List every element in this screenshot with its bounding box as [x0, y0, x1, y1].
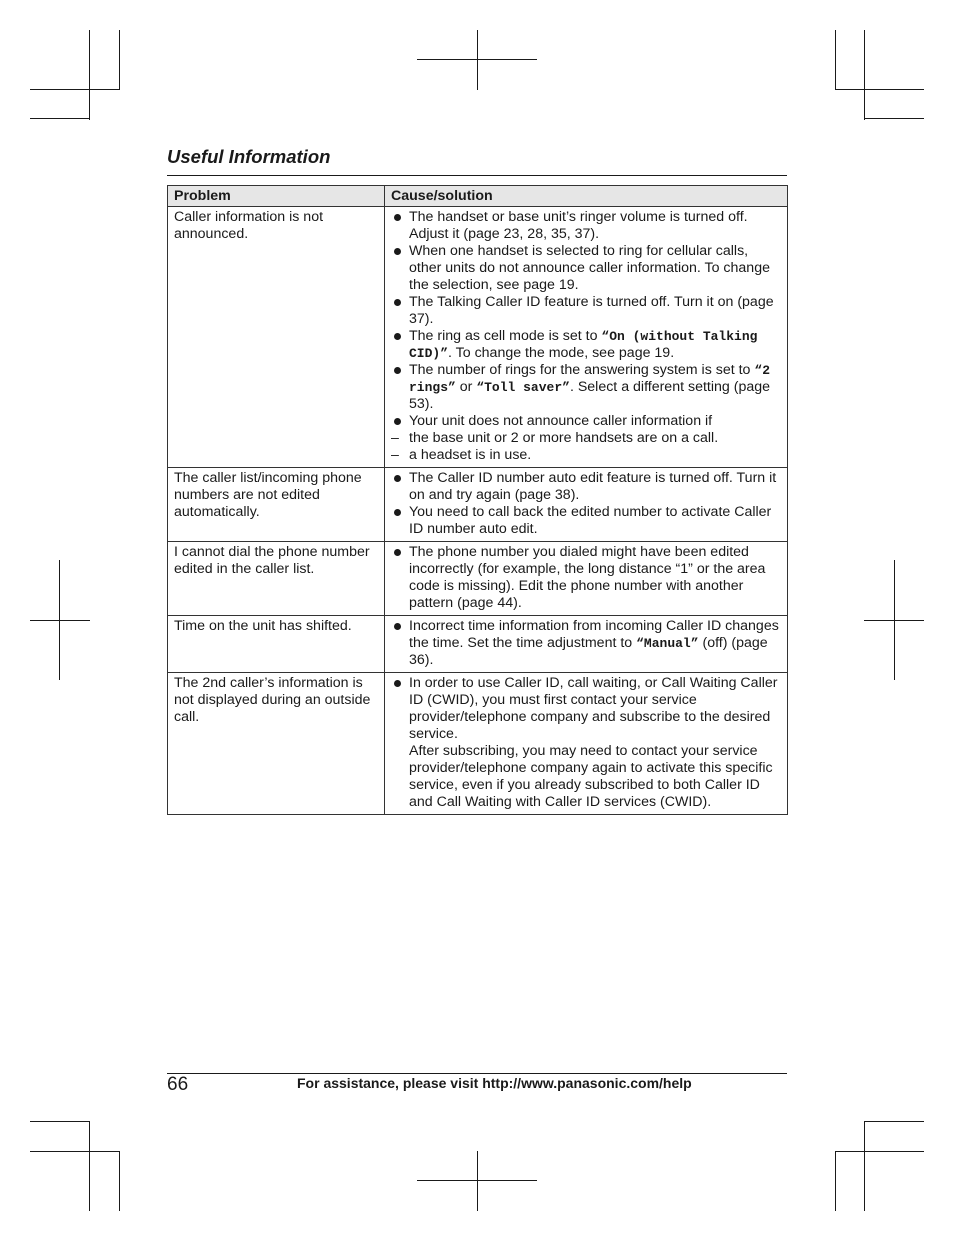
- crop-mark: [864, 1121, 924, 1122]
- crop-mark: [864, 620, 924, 621]
- footer-rule: [167, 1073, 787, 1074]
- crop-mark: [30, 118, 90, 119]
- solution-list: [391, 544, 781, 612]
- sub-item: [391, 430, 781, 447]
- table-row: [168, 616, 788, 673]
- text-run: . To change the mode, see page 19.: [448, 345, 675, 361]
- column-header-problem: Problem: [168, 186, 385, 207]
- text-run: After subscribing, you may need to contact your service provider/telephone company again to activate this specific service, even if you already subscribed to both Caller ID and Call Waiting with Caller ID services (CWID).: [409, 743, 773, 810]
- crop-mark: [835, 30, 836, 90]
- list-item: You need to call back the edited number to activate Caller ID number auto edit.: [391, 504, 781, 538]
- list-item: The Caller ID number auto edit feature is turned off. Turn it on and try again (page 38).: [391, 470, 781, 504]
- problem-cell: The caller list/incoming phone numbers are not edited automatically.: [168, 468, 385, 542]
- dash-marker: –: [391, 447, 399, 463]
- crop-mark: [864, 118, 924, 119]
- text-run: . Select a different setting (page 53).: [409, 379, 771, 412]
- solution-list: [391, 618, 781, 669]
- page-number: 66: [167, 1074, 189, 1095]
- problem-cell: Time on the unit has shifted.: [168, 616, 385, 673]
- title-rule: [167, 175, 787, 176]
- list-item: [391, 618, 781, 669]
- text-run: The ring as cell mode is set to: [409, 328, 602, 344]
- problem-cell: I cannot dial the phone number edited in the caller list.: [168, 542, 385, 616]
- text-run: The number of rings for the answering system is set to: [409, 362, 755, 378]
- text-run: or: [455, 379, 477, 395]
- list-item: The Talking Caller ID feature is turned off. Turn it on (page 37).: [391, 294, 781, 328]
- troubleshooting-table: [167, 185, 788, 815]
- text-run: In order to use Caller ID, call waiting, or Call Waiting Caller ID (CWID), you must first contact your service provider/telephone company and subscribe to the desired service.: [409, 675, 778, 742]
- problem-cell: The 2nd caller’s information is not displayed during an outside call.: [168, 673, 385, 815]
- crop-mark: [30, 1121, 90, 1122]
- list-item: [391, 362, 781, 413]
- text-run: Incorrect time information from incoming Caller ID changes the time. Set the time adjustment to: [409, 618, 779, 651]
- crop-mark: [119, 1151, 120, 1211]
- crop-mark: [864, 30, 865, 120]
- table-row: [168, 468, 788, 542]
- solution-cell: [385, 673, 788, 815]
- list-item: The phone number you dialed might have been edited incorrectly (for example, the long distance “1” or the area code is missing). Edit the phone number with another pattern (page 44).: [391, 544, 781, 612]
- list-item: [391, 675, 781, 811]
- crop-mark: [30, 89, 120, 90]
- crop-mark: [477, 30, 478, 90]
- crop-mark: [119, 30, 120, 90]
- table-row: [168, 207, 788, 468]
- crop-mark: [89, 30, 90, 120]
- solution-list: [391, 675, 781, 811]
- assistance-text: For assistance, please visit http://www.panasonic.com/help: [297, 1075, 692, 1091]
- crop-mark: [89, 1121, 90, 1211]
- list-item: [391, 328, 781, 362]
- setting-value: “On (without Talking CID)”: [409, 329, 758, 361]
- crop-mark: [477, 1151, 478, 1211]
- text-run: (off) (page 36).: [409, 635, 768, 668]
- solution-cell: [385, 207, 788, 468]
- crop-mark: [30, 1151, 120, 1152]
- setting-value: “Manual”: [636, 636, 699, 651]
- solution-list: [391, 209, 781, 430]
- table-row: [168, 542, 788, 616]
- solution-list: [391, 470, 781, 538]
- crop-mark: [835, 1151, 924, 1152]
- problem-cell: Caller information is not announced.: [168, 207, 385, 468]
- solution-cell: [385, 468, 788, 542]
- list-item: Your unit does not announce caller information if: [391, 413, 781, 430]
- list-item: When one handset is selected to ring for cellular calls, other units do not announce caller information. To change the selection, see page 19.: [391, 243, 781, 294]
- setting-value: “Toll saver”: [476, 380, 570, 395]
- crop-mark: [417, 59, 537, 60]
- list-item: The handset or base unit’s ringer volume is turned off. Adjust it (page 23, 28, 35, 37).: [391, 209, 781, 243]
- section-title: Useful Information: [167, 146, 331, 167]
- setting-value: “2 rings”: [409, 363, 770, 395]
- sub-item: [391, 447, 781, 464]
- crop-mark: [835, 1151, 836, 1211]
- table-header-row: [168, 186, 788, 207]
- crop-mark: [864, 1121, 865, 1211]
- table-row: [168, 673, 788, 815]
- solution-cell: [385, 616, 788, 673]
- crop-mark: [30, 620, 90, 621]
- crop-mark: [835, 89, 924, 90]
- sub-item-text: the base unit or 2 or more handsets are on a call.: [409, 430, 719, 446]
- dash-marker: –: [391, 430, 399, 446]
- sub-item-text: a headset is in use.: [409, 447, 532, 463]
- solution-cell: [385, 542, 788, 616]
- column-header-cause: Cause/solution: [385, 186, 788, 207]
- crop-mark: [417, 1180, 537, 1181]
